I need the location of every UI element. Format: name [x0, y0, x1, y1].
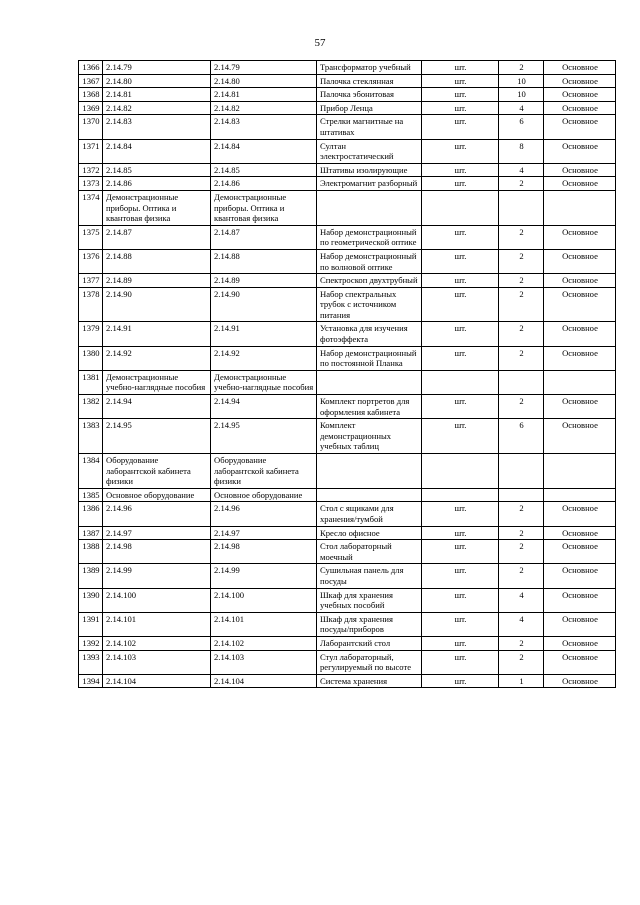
equipment-type-cell: Основное — [544, 636, 616, 650]
unit-cell: шт. — [422, 225, 499, 249]
row-number-cell: 1375 — [79, 225, 103, 249]
code-cell: 2.14.103 — [103, 650, 211, 674]
item-name-cell: Штативы изолирующие — [317, 163, 422, 177]
unit-cell: шт. — [422, 101, 499, 115]
code-cell-secondary: 2.14.85 — [211, 163, 317, 177]
equipment-type-cell: Основное — [544, 674, 616, 688]
row-number-cell: 1386 — [79, 502, 103, 526]
table-row — [79, 225, 616, 249]
item-name-cell: Шкаф для хранения учебных пособий — [317, 588, 422, 612]
code-cell-secondary: 2.14.87 — [211, 225, 317, 249]
item-name-cell: Система хранения — [317, 674, 422, 688]
quantity-cell: 6 — [499, 115, 544, 139]
equipment-type-cell — [544, 190, 616, 225]
code-cell-secondary: 2.14.91 — [211, 322, 317, 346]
code-cell: 2.14.91 — [103, 322, 211, 346]
unit-cell: шт. — [422, 346, 499, 370]
table-row — [79, 139, 616, 163]
quantity-cell: 2 — [499, 225, 544, 249]
item-name-cell: Набор демонстрационный по геометрической оптике — [317, 225, 422, 249]
table-row — [79, 540, 616, 564]
quantity-cell: 2 — [499, 322, 544, 346]
quantity-cell: 2 — [499, 540, 544, 564]
table-row — [79, 526, 616, 540]
code-cell-secondary: 2.14.81 — [211, 88, 317, 102]
row-number-cell: 1379 — [79, 322, 103, 346]
item-name-cell: Набор спектральных трубок с источником питания — [317, 287, 422, 322]
equipment-table — [78, 60, 616, 688]
quantity-cell: 2 — [499, 395, 544, 419]
code-cell: 2.14.95 — [103, 419, 211, 454]
quantity-cell: 2 — [499, 564, 544, 588]
equipment-type-cell: Основное — [544, 322, 616, 346]
code-cell: 2.14.96 — [103, 502, 211, 526]
equipment-type-cell: Основное — [544, 177, 616, 191]
quantity-cell: 2 — [499, 287, 544, 322]
unit-cell: шт. — [422, 636, 499, 650]
code-cell: 2.14.101 — [103, 612, 211, 636]
code-cell: 2.14.99 — [103, 564, 211, 588]
row-number-cell: 1389 — [79, 564, 103, 588]
equipment-type-cell: Основное — [544, 88, 616, 102]
unit-cell: шт. — [422, 540, 499, 564]
table-row — [79, 588, 616, 612]
quantity-cell — [499, 488, 544, 502]
item-name-cell: Стол лабораторный моечный — [317, 540, 422, 564]
row-number-cell: 1372 — [79, 163, 103, 177]
equipment-type-cell: Основное — [544, 395, 616, 419]
unit-cell: шт. — [422, 502, 499, 526]
table-row — [79, 370, 616, 394]
quantity-cell: 2 — [499, 346, 544, 370]
code-cell-secondary: Оборудование лаборантской кабинета физики — [211, 454, 317, 489]
unit-cell: шт. — [422, 674, 499, 688]
equipment-type-cell: Основное — [544, 612, 616, 636]
quantity-cell: 2 — [499, 636, 544, 650]
row-number-cell: 1370 — [79, 115, 103, 139]
code-cell-secondary: 2.14.95 — [211, 419, 317, 454]
row-number-cell: 1380 — [79, 346, 103, 370]
code-cell-secondary: 2.14.101 — [211, 612, 317, 636]
row-number-cell: 1381 — [79, 370, 103, 394]
code-cell: 2.14.89 — [103, 274, 211, 288]
unit-cell: шт. — [422, 139, 499, 163]
table-row — [79, 115, 616, 139]
row-number-cell: 1383 — [79, 419, 103, 454]
table-row — [79, 190, 616, 225]
code-cell: 2.14.85 — [103, 163, 211, 177]
unit-cell: шт. — [422, 88, 499, 102]
quantity-cell — [499, 454, 544, 489]
code-cell-secondary: Демонстрационные приборы. Оптика и квантовая физика — [211, 190, 317, 225]
row-number-cell: 1393 — [79, 650, 103, 674]
equipment-type-cell: Основное — [544, 540, 616, 564]
row-number-cell: 1367 — [79, 74, 103, 88]
code-cell-secondary: 2.14.82 — [211, 101, 317, 115]
row-number-cell: 1384 — [79, 454, 103, 489]
table-row — [79, 346, 616, 370]
equipment-type-cell: Основное — [544, 74, 616, 88]
code-cell: 2.14.84 — [103, 139, 211, 163]
quantity-cell: 4 — [499, 588, 544, 612]
unit-cell — [422, 190, 499, 225]
quantity-cell: 6 — [499, 419, 544, 454]
item-name-cell: Лаборантский стол — [317, 636, 422, 650]
quantity-cell: 2 — [499, 177, 544, 191]
unit-cell: шт. — [422, 163, 499, 177]
unit-cell: шт. — [422, 526, 499, 540]
equipment-type-cell: Основное — [544, 61, 616, 75]
code-cell: Оборудование лаборантской кабинета физики — [103, 454, 211, 489]
row-number-cell: 1394 — [79, 674, 103, 688]
unit-cell: шт. — [422, 612, 499, 636]
row-number-cell: 1366 — [79, 61, 103, 75]
unit-cell: шт. — [422, 177, 499, 191]
unit-cell: шт. — [422, 322, 499, 346]
row-number-cell: 1368 — [79, 88, 103, 102]
item-name-cell — [317, 488, 422, 502]
table-row — [79, 74, 616, 88]
code-cell: 2.14.82 — [103, 101, 211, 115]
table-row — [79, 61, 616, 75]
code-cell-secondary: 2.14.100 — [211, 588, 317, 612]
quantity-cell: 10 — [499, 74, 544, 88]
unit-cell — [422, 488, 499, 502]
table-row — [79, 274, 616, 288]
unit-cell: шт. — [422, 249, 499, 273]
table-row — [79, 612, 616, 636]
item-name-cell: Кресло офисное — [317, 526, 422, 540]
table-row — [79, 564, 616, 588]
equipment-type-cell: Основное — [544, 225, 616, 249]
row-number-cell: 1388 — [79, 540, 103, 564]
row-number-cell: 1378 — [79, 287, 103, 322]
equipment-type-cell: Основное — [544, 287, 616, 322]
equipment-type-cell — [544, 454, 616, 489]
equipment-type-cell: Основное — [544, 274, 616, 288]
item-name-cell: Стрелки магнитные на штативах — [317, 115, 422, 139]
code-cell: 2.14.102 — [103, 636, 211, 650]
quantity-cell: 2 — [499, 249, 544, 273]
item-name-cell: Комплект портретов для оформления кабинета — [317, 395, 422, 419]
table-row — [79, 249, 616, 273]
item-name-cell: Набор демонстрационный по постоянной Планка — [317, 346, 422, 370]
code-cell: 2.14.90 — [103, 287, 211, 322]
code-cell: 2.14.88 — [103, 249, 211, 273]
table-row — [79, 88, 616, 102]
equipment-type-cell: Основное — [544, 588, 616, 612]
item-name-cell: Трансформатор учебный — [317, 61, 422, 75]
table-row — [79, 177, 616, 191]
code-cell: 2.14.86 — [103, 177, 211, 191]
code-cell-secondary: Демонстрационные учебно-наглядные пособия — [211, 370, 317, 394]
code-cell-secondary: 2.14.104 — [211, 674, 317, 688]
code-cell-secondary: 2.14.98 — [211, 540, 317, 564]
quantity-cell: 1 — [499, 674, 544, 688]
code-cell-secondary: 2.14.97 — [211, 526, 317, 540]
code-cell: 2.14.104 — [103, 674, 211, 688]
equipment-type-cell: Основное — [544, 346, 616, 370]
table-row — [79, 636, 616, 650]
table-row — [79, 454, 616, 489]
code-cell: 2.14.98 — [103, 540, 211, 564]
table-row — [79, 395, 616, 419]
item-name-cell: Стул лабораторный, регулируемый по высоте — [317, 650, 422, 674]
table-row — [79, 163, 616, 177]
code-cell-secondary: 2.14.89 — [211, 274, 317, 288]
row-number-cell: 1390 — [79, 588, 103, 612]
item-name-cell: Сушильная панель для посуды — [317, 564, 422, 588]
code-cell-secondary: 2.14.99 — [211, 564, 317, 588]
code-cell: 2.14.80 — [103, 74, 211, 88]
item-name-cell: Установка для изучения фотоэффекта — [317, 322, 422, 346]
code-cell: 2.14.87 — [103, 225, 211, 249]
code-cell-secondary: 2.14.96 — [211, 502, 317, 526]
quantity-cell: 2 — [499, 61, 544, 75]
equipment-type-cell: Основное — [544, 502, 616, 526]
table-row — [79, 101, 616, 115]
unit-cell: шт. — [422, 74, 499, 88]
item-name-cell: Электромагнит разборный — [317, 177, 422, 191]
quantity-cell — [499, 370, 544, 394]
quantity-cell: 4 — [499, 612, 544, 636]
page-number: 57 — [314, 37, 326, 49]
code-cell-secondary: Основное оборудование — [211, 488, 317, 502]
unit-cell — [422, 370, 499, 394]
code-cell-secondary: 2.14.102 — [211, 636, 317, 650]
table-row — [79, 488, 616, 502]
code-cell-secondary: 2.14.90 — [211, 287, 317, 322]
unit-cell: шт. — [422, 650, 499, 674]
unit-cell: шт. — [422, 115, 499, 139]
unit-cell: шт. — [422, 395, 499, 419]
quantity-cell: 2 — [499, 650, 544, 674]
code-cell-secondary: 2.14.83 — [211, 115, 317, 139]
row-number-cell: 1382 — [79, 395, 103, 419]
item-name-cell: Султан электростатический — [317, 139, 422, 163]
code-cell: 2.14.79 — [103, 61, 211, 75]
item-name-cell: Набор демонстрационный по волновой оптике — [317, 249, 422, 273]
code-cell: 2.14.100 — [103, 588, 211, 612]
code-cell: 2.14.97 — [103, 526, 211, 540]
row-number-cell: 1369 — [79, 101, 103, 115]
table-row — [79, 502, 616, 526]
code-cell-secondary: 2.14.94 — [211, 395, 317, 419]
code-cell-secondary: 2.14.84 — [211, 139, 317, 163]
equipment-type-cell: Основное — [544, 419, 616, 454]
code-cell-secondary: 2.14.92 — [211, 346, 317, 370]
equipment-type-cell: Основное — [544, 564, 616, 588]
quantity-cell: 2 — [499, 274, 544, 288]
item-name-cell — [317, 370, 422, 394]
code-cell-secondary: 2.14.88 — [211, 249, 317, 273]
quantity-cell: 8 — [499, 139, 544, 163]
item-name-cell: Шкаф для хранения посуды/приборов — [317, 612, 422, 636]
row-number-cell: 1391 — [79, 612, 103, 636]
code-cell-secondary: 2.14.86 — [211, 177, 317, 191]
table-row — [79, 287, 616, 322]
equipment-type-cell: Основное — [544, 139, 616, 163]
unit-cell: шт. — [422, 419, 499, 454]
row-number-cell: 1376 — [79, 249, 103, 273]
code-cell: Демонстрационные учебно-наглядные пособия — [103, 370, 211, 394]
unit-cell: шт. — [422, 61, 499, 75]
row-number-cell: 1387 — [79, 526, 103, 540]
unit-cell: шт. — [422, 564, 499, 588]
equipment-type-cell: Основное — [544, 526, 616, 540]
quantity-cell — [499, 190, 544, 225]
code-cell-secondary: 2.14.103 — [211, 650, 317, 674]
item-name-cell: Палочка эбонитовая — [317, 88, 422, 102]
unit-cell: шт. — [422, 588, 499, 612]
quantity-cell: 4 — [499, 163, 544, 177]
unit-cell: шт. — [422, 287, 499, 322]
unit-cell: шт. — [422, 274, 499, 288]
quantity-cell: 2 — [499, 526, 544, 540]
quantity-cell: 2 — [499, 502, 544, 526]
equipment-type-cell: Основное — [544, 650, 616, 674]
item-name-cell: Стол с ящиками для хранения/тумбой — [317, 502, 422, 526]
code-cell: 2.14.81 — [103, 88, 211, 102]
quantity-cell: 10 — [499, 88, 544, 102]
item-name-cell: Палочка стеклянная — [317, 74, 422, 88]
row-number-cell: 1377 — [79, 274, 103, 288]
row-number-cell: 1371 — [79, 139, 103, 163]
item-name-cell: Прибор Ленца — [317, 101, 422, 115]
code-cell: Основное оборудование — [103, 488, 211, 502]
item-name-cell: Спектроскоп двухтрубный — [317, 274, 422, 288]
equipment-type-cell: Основное — [544, 249, 616, 273]
equipment-type-cell: Основное — [544, 163, 616, 177]
quantity-cell: 4 — [499, 101, 544, 115]
equipment-type-cell: Основное — [544, 101, 616, 115]
table-row — [79, 650, 616, 674]
item-name-cell: Комплект демонстрационных учебных таблиц — [317, 419, 422, 454]
table-row — [79, 419, 616, 454]
code-cell: 2.14.83 — [103, 115, 211, 139]
item-name-cell — [317, 454, 422, 489]
code-cell-secondary: 2.14.80 — [211, 74, 317, 88]
table-row — [79, 322, 616, 346]
row-number-cell: 1392 — [79, 636, 103, 650]
code-cell-secondary: 2.14.79 — [211, 61, 317, 75]
code-cell: 2.14.94 — [103, 395, 211, 419]
row-number-cell: 1374 — [79, 190, 103, 225]
equipment-type-cell: Основное — [544, 115, 616, 139]
table-body — [79, 61, 616, 688]
row-number-cell: 1373 — [79, 177, 103, 191]
equipment-type-cell — [544, 370, 616, 394]
equipment-type-cell — [544, 488, 616, 502]
unit-cell — [422, 454, 499, 489]
code-cell: 2.14.92 — [103, 346, 211, 370]
item-name-cell — [317, 190, 422, 225]
code-cell: Демонстрационные приборы. Оптика и квантовая физика — [103, 190, 211, 225]
row-number-cell: 1385 — [79, 488, 103, 502]
table-row — [79, 674, 616, 688]
